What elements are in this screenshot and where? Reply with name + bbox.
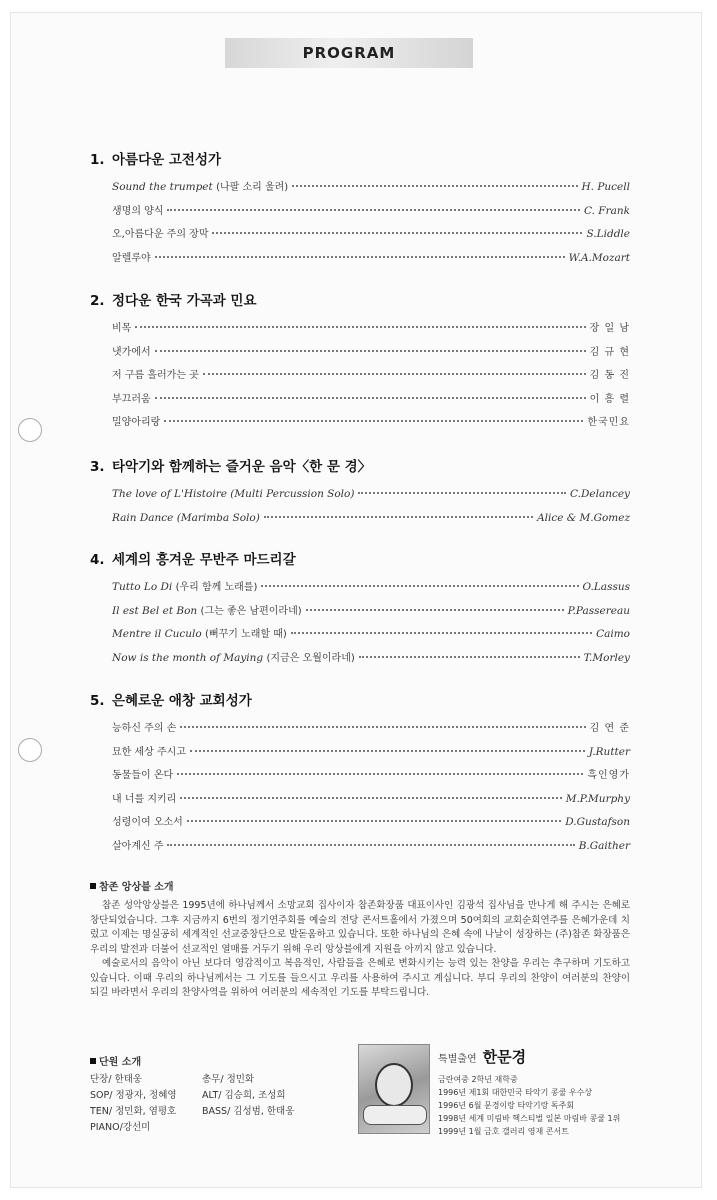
dot-leader [164,420,583,422]
piece-title: 묘한 세상 주시고 [112,746,186,758]
guest-bio-line: 1996년 제1회 대한민국 타악기 콩쿨 우수상 [438,1088,593,1097]
guest-name: 한문경 [482,1048,527,1066]
program-section-2 [90,289,630,435]
intro-paragraph: 예술로서의 음악이 아닌 보다더 영감적이고 복음적인, 사람들을 은혜로 변화시키는 능력 있는 찬양을 우리는 추구하며 기도하고 있습니다. 이때 우리의 하나님께서는 그 기도를 들으시고 우리를 사용하여 주시고 계십니다. 부디 우리의 찬양이 여러분의 찬양이 되길 바라면서 우리의 찬양사역을 위하여 여러분의 세속적인 기도를 부탁드립니다. [90,958,630,998]
dot-leader [180,797,561,799]
section-number: 4. [90,552,105,568]
piece-title: The love of L'Histoire (Multi Percussion Solo) [112,488,355,500]
section-number: 1. [90,152,105,168]
dot-leader [264,516,533,518]
composer: 한국민요 [587,417,630,428]
guest-bio-line: 금란여중 2학년 재학중 [438,1075,518,1084]
composer: H. Pucell [581,181,630,193]
piece-subtitle: (우리 함께 노래를) [175,582,258,593]
piece-title: 성령이여 오소서 [112,817,183,828]
program-item [90,341,630,365]
composer: T.Morley [583,651,630,664]
program-item [90,247,630,271]
section-title: 정다운 한국 가곡과 민요 [112,293,257,309]
program-section-4 [90,548,630,670]
composer: Caimo [596,628,630,640]
members-list [90,1053,360,1135]
dot-leader [306,609,564,611]
piece-title: 오,아름다운 주의 장막 [112,229,209,240]
dot-leader [155,256,565,258]
piece-subtitle: (그는 좋은 남편이라네) [200,605,302,617]
guest-bio-line: 1998년 세계 미림바 헥스티벌 일본 마림바 콩쿨 1위 [438,1114,621,1123]
composer: 장 일 남 [589,323,630,334]
punch-hole-top [18,418,42,442]
section-number: 2. [90,293,105,309]
dot-leader [135,326,585,328]
piece-title: 살아계신 주 [112,840,164,852]
member-entry [202,1120,352,1135]
piece-title: Sound the trumpet (나팔 소리 울려) [112,181,289,193]
member-entry: PIANO/강선미 [90,1122,151,1133]
program-section-1 [90,148,630,270]
composer: 이 흥 렬 [589,393,630,405]
piece-subtitle: (지금은 오월이라네) [266,652,355,664]
piece-subtitle: (뻐꾸기 노래할 때) [205,629,287,640]
dot-leader [358,492,565,494]
section-number: 5. [90,693,105,709]
dot-leader [190,750,585,752]
dot-leader [167,209,579,211]
piece-title: 냇가에서 [112,346,151,358]
program-item [90,788,630,812]
piece-title: 동물들이 온다 [112,770,174,781]
dot-leader [167,844,574,846]
dot-leader [203,373,586,375]
square-bullet-icon [90,883,96,889]
dot-leader [187,820,561,822]
program-item [90,411,630,435]
dot-leader [359,656,580,658]
program-section-3 [90,455,630,530]
program-item [90,835,630,859]
member-entry: TEN/ 정민화, 염평호 [90,1106,177,1117]
dot-leader [155,397,586,399]
program-item [90,317,630,341]
composer: M.P.Murphy [565,792,630,805]
punch-hole-bottom [18,738,42,762]
piece-title: Mentre il Cuculo (뻐꾸기 노래할 때) [112,628,287,640]
program-item [90,647,630,671]
page-title: PROGRAM [302,44,396,62]
composer: D.Gustafson [565,816,630,828]
section-title: 타악기와 함께하는 즐거운 음악〈한 문 경〉 [112,459,372,475]
guest-bio-line: 1996년 6월 문경이랑 타악기랑 독주회 [438,1101,575,1110]
program-item [90,600,630,624]
section-heading [90,289,630,313]
section-heading [90,689,630,713]
piece-title: Il est Bel et Bon (그는 좋은 남편이라네) [112,604,302,617]
guest-bio-line: 1999년 1월 금호 갤러리 영재 콘서트 [438,1127,569,1136]
section-title: 아름다운 고전성가 [112,152,222,168]
piece-title: 비목 [112,323,132,334]
program-item [90,364,630,388]
section-heading [90,455,630,479]
program-item [90,507,630,531]
composer: C. Frank [583,204,630,217]
section-title: 은혜로운 애창 교회성가 [112,693,252,709]
dot-leader [180,726,585,728]
composer: C.Delancey [569,488,630,500]
composer: W.A.Mozart [568,251,630,264]
section-heading [90,148,630,172]
program-item [90,623,630,647]
member-entry: BASS/ 김성범, 한태웅 [202,1106,295,1117]
dot-leader [155,350,586,352]
member-entry: SOP/ 정광자, 정혜영 [90,1090,177,1101]
section-title: 세계의 흥겨운 무반주 마드리갈 [112,552,296,568]
dot-leader [212,232,582,234]
composer: B.Gaither [578,839,630,852]
members-grid [90,1072,360,1135]
program-item [90,388,630,412]
member-entry: ALT/ 김승희, 조성희 [202,1090,286,1101]
composer: S.Liddle [586,228,630,240]
dot-leader [292,185,577,187]
composer: 김 연 준 [589,723,630,734]
program-item [90,200,630,224]
guest-heading [438,1046,648,1067]
ensemble-intro [90,878,630,1001]
member-entry: 총무/ 정민화 [202,1074,255,1085]
program-section-5 [90,689,630,858]
section-heading [90,548,630,572]
program-item [90,764,630,788]
piece-title: 부끄러움 [112,393,151,405]
composer: O.Lassus [582,581,630,593]
program-item [90,223,630,247]
title-banner [225,38,473,68]
composer: Alice & M.Gomez [537,511,630,524]
square-bullet-icon [90,1058,96,1064]
piece-title: 능하신 주의 손 [112,723,177,734]
piece-title: 알렐루야 [112,252,151,264]
guest-photo [358,1044,430,1134]
guest-info [438,1046,648,1138]
intro-heading: 참존 앙상블 소개 [90,878,630,893]
guest-photo-face [375,1063,413,1107]
piece-subtitle: (나팔 소리 울려) [216,182,289,193]
members-heading: 단원 소개 [90,1053,360,1068]
guest-photo-arms [363,1105,427,1125]
piece-title: Rain Dance (Marimba Solo) [112,511,260,524]
composer: J.Rutter [588,745,630,758]
dot-leader [261,585,578,587]
guest-label: 특별출연 [438,1054,477,1065]
piece-title: 내 너를 지키리 [112,793,177,805]
piece-title: 생명의 양식 [112,205,164,217]
program-item [90,576,630,600]
composer: 김 규 현 [589,346,630,358]
program-item [90,811,630,835]
program-item [90,717,630,741]
section-number: 3. [90,459,105,475]
piece-title: 밀양아리랑 [112,417,161,428]
member-entry: 단장/ 한태웅 [90,1074,143,1085]
intro-paragraph: 참존 성악앙상블은 1995년에 하나님께서 소망교회 집사이자 참존화장품 대표이사인 김광석 집사님을 만나게 해 주시는 은혜로 창단되었습니다. 그후 지금까지 6번의 정기연주회를 예술의 전당 콘서트홀에서 가졌으며 50여회의 교회순회연주를 은혜가운데 치렀고 이제는 명실공히 세계적인 선교중창단으로 발돋움하고 있습니다. 또한 하나님의 은혜 속에 나날이 성장하는 (주)참존 화장품은 우리의 발전과 더불어 선교적인 열매를 거두기 위해 우리 앙상블에게 지원을 아끼지 않고 있습니다. [90,900,630,955]
program-item [90,741,630,765]
program-item [90,483,630,507]
composer: P.Passereau [567,604,630,617]
dot-leader [291,632,592,634]
piece-title: Now is the month of Maying (지금은 오월이라네) [112,651,355,664]
composer: 흑인영가 [587,770,630,781]
dot-leader [177,773,583,775]
piece-title: Tutto Lo Di (우리 함께 노래를) [112,581,258,593]
composer: 김 동 진 [589,370,630,381]
program-item [90,176,630,200]
piece-title: 저 구름 흘러가는 곳 [112,370,199,381]
